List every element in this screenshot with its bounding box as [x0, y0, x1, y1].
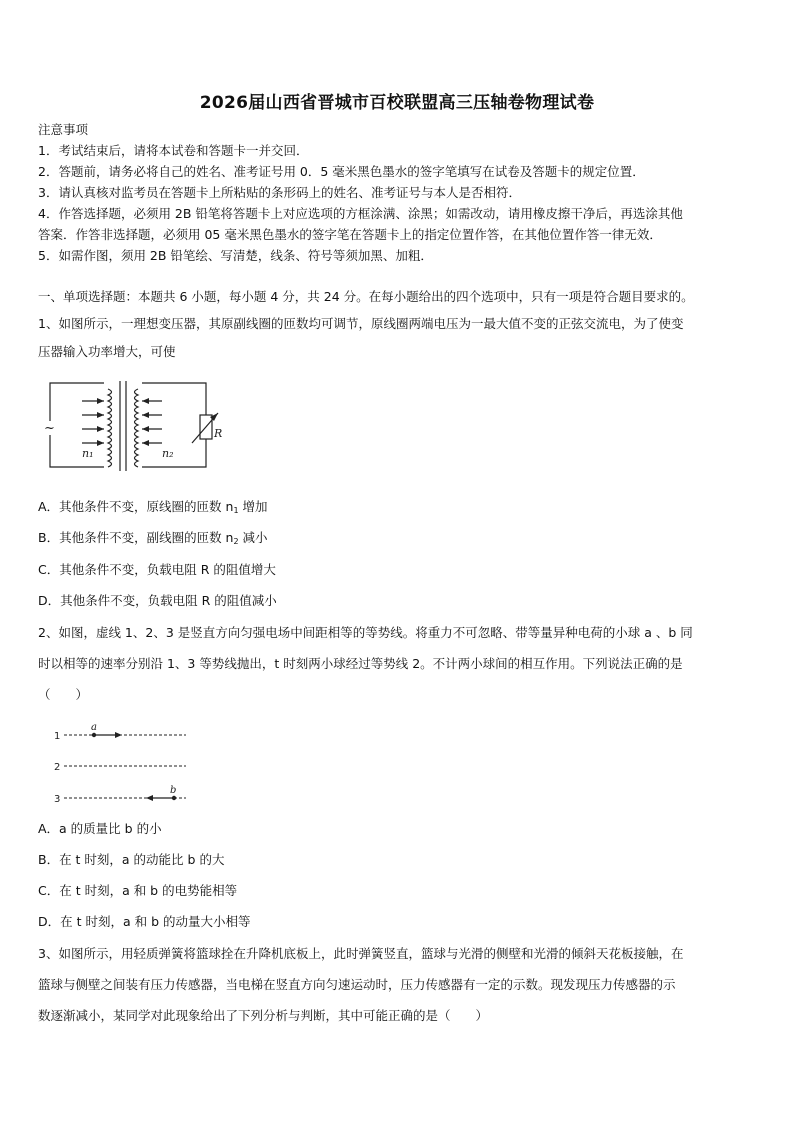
transformer-diagram [42, 375, 224, 475]
source-symbol: ~ [44, 421, 55, 436]
ball-a-label: a [91, 722, 97, 733]
line-1-label: 1 [54, 731, 61, 742]
q2-stem-line: （ ） [38, 687, 89, 702]
notice-heading: 注意事项 [38, 122, 89, 137]
line-3-label: 3 [54, 794, 61, 805]
n1-label: n₁ [82, 447, 94, 460]
q1-option-a: A．其他条件不变，原线圈的匝数 $n_1$ 增加 [38, 499, 268, 515]
n2-label: n₂ [162, 447, 174, 460]
notice-item: 2．答题前，请务必将自己的姓名、准考证号用 0．5 毫米黑色墨水的签字笔填写在试卷及答题卡的规定位置． [38, 164, 645, 179]
notice-item: 3．请认真核对监考员在答题卡上所粘贴的条形码上的姓名、准考证号与本人是否相符． [38, 185, 521, 200]
q2-option-c: C．在 t 时刻，a 和 b 的电势能相等 [38, 883, 238, 898]
ball-b-label: b [170, 785, 177, 796]
line-2-label: 2 [54, 762, 61, 773]
notice-item: 1．考试结束后，请将本试卷和答题卡一并交回． [38, 143, 309, 158]
notice-item: 4．作答选择题，必须用 2B 铅笔将答题卡上对应选项的方框涂满、涂黑；如需改动，请用橡皮擦干净后，再选涂其他 [38, 206, 683, 221]
q2-stem-line: 2、如图，虚线 1、2、3 是竖直方向匀强电场中间距相等的等势线。将重力不可忽略、带等量异种电荷的小球 a 、b 同 [38, 625, 693, 640]
q3-stem-line: 篮球与侧壁之间装有压力传感器，当电梯在竖直方向匀速运动时，压力传感器有一定的示数。现发现压力传感器的示 [38, 977, 676, 992]
q2-option-d: D．在 t 时刻，a 和 b 的动量大小相等 [38, 914, 251, 929]
r-label: R [214, 427, 223, 440]
equipotential-diagram [52, 718, 192, 810]
q2-option-a: A．a 的质量比 b 的小 [38, 821, 162, 836]
q2-stem-line: 时以相等的速率分别沿 1、3 等势线抛出，t 时刻两小球经过等势线 2。不计两小球间的相互作用。下列说法正确的是 [38, 656, 683, 671]
notice-item: 5．如需作图，须用 2B 铅笔绘、写清楚，线条、符号等须加黑、加粗． [38, 248, 433, 263]
exam-title: 2026届山西省晋城市百校联盟高三压轴卷物理试卷 [199, 93, 595, 113]
notice-item: 答案．作答非选择题，必须用 05 毫米黑色墨水的签字笔在答题卡上的指定位置作答，在其他位置作答一律无效． [38, 227, 662, 242]
q1-option-c: C．其他条件不变，负载电阻 R 的阻值增大 [38, 562, 276, 577]
q1-option-b: B．其他条件不变，副线圈的匝数 $n_2$ 减小 [38, 530, 268, 546]
q3-stem-line: 3、如图所示，用轻质弹簧将篮球拴在升降机底板上，此时弹簧竖直，篮球与光滑的侧壁和光滑的倾斜天花板接触，在 [38, 946, 684, 961]
q1-stem-line: 压器输入功率增大，可使 [38, 344, 176, 359]
section-heading: 一、单项选择题：本题共 6 小题，每小题 4 分，共 24 分。在每小题给出的四个选项中，只有一项是符合题目要求的。 [38, 289, 694, 304]
q2-option-b: B．在 t 时刻，a 的动能比 b 的大 [38, 852, 225, 867]
q1-option-d: D．其他条件不变，负载电阻 R 的阻值减小 [38, 593, 277, 608]
q1-stem-line: 1、如图所示，一理想变压器，其原副线圈的匝数均可调节，原线圈两端电压为一最大值不变的正弦交流电，为了使变 [38, 316, 684, 331]
q3-stem-line: 数逐渐减小，某同学对此现象给出了下列分析与判断，其中可能正确的是（ ） [38, 1008, 489, 1023]
